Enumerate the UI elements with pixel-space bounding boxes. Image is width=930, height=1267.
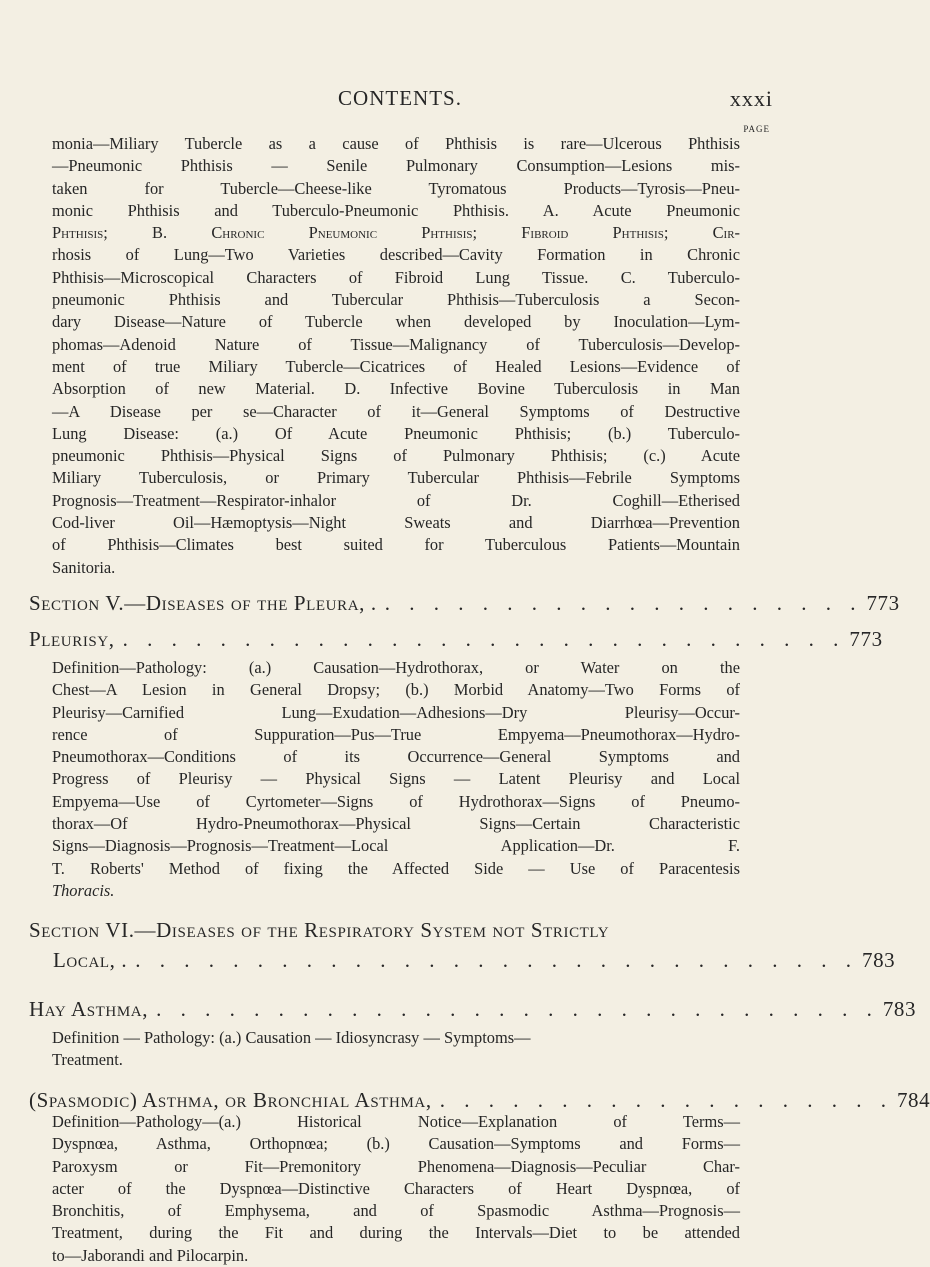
text-line: monic Phthisis and Tuberculo-Pneumonic Phthisis. A. Acute Pneumonic bbox=[52, 200, 740, 220]
toc-entry-hay-asthma[interactable] bbox=[29, 994, 917, 1024]
text-line: Signs—Diagnosis—Prognosis—Treatment—Local Application—Dr. F. bbox=[52, 836, 740, 856]
phthisis-continuation-paragraph bbox=[52, 133, 740, 579]
dot-leader: . . . . . . . . . . . . . . . . . . . bbox=[439, 1088, 893, 1112]
page-number: xxxi bbox=[729, 86, 773, 111]
text-line: Thoracis. bbox=[52, 880, 115, 900]
text-line: pneumonic Phthisis and Tubercular Phthisis—Tuberculosis a Secon- bbox=[52, 290, 740, 310]
text-line: Paroxysm or Fit—Premonitory Phenomena—Diagnosis—Peculiar Char- bbox=[52, 1156, 740, 1176]
text-line: T. Roberts' Method of fixing the Affected Side — Use of Paracentesis bbox=[52, 858, 740, 878]
page-header bbox=[0, 86, 800, 116]
text-line: Sanitoria. bbox=[52, 557, 116, 577]
text-line: Empyema—Use of Cyrtometer—Signs of Hydrothorax—Signs of Pneumo- bbox=[52, 791, 740, 811]
text-line: Miliary Tuberculosis, or Primary Tubercular Phthisis—Febrile Symptoms bbox=[52, 468, 740, 488]
toc-entry-pleurisy[interactable] bbox=[29, 624, 883, 654]
toc-entry-section-vi[interactable] bbox=[29, 915, 896, 975]
text-line: rhosis of Lung—Two Varieties described—Cavity Formation in Chronic bbox=[52, 245, 740, 265]
text-line: Lung Disease: (a.) Of Acute Pneumonic Phthisis; (b.) Tuberculo- bbox=[52, 423, 740, 443]
text-line: Definition—Pathology—(a.) Historical Notice—Explanation of Terms— bbox=[52, 1112, 740, 1131]
text-line: Pneumothorax—Conditions of its Occurrence—General Symptoms and bbox=[52, 747, 740, 767]
text-line: Prognosis—Treatment—Respirator-inhalor of Dr. Coghill—Etherised bbox=[52, 490, 740, 510]
text-line: dary Disease—Nature of Tubercle when developed by Inoculation—Lym- bbox=[52, 312, 740, 332]
text-line: Chest—A Lesion in General Dropsy; (b.) Morbid Anatomy—Two Forms of bbox=[52, 680, 740, 700]
dot-leader: . . . . . . . . . . . . . . . . . . . . . . . . . . . . . . bbox=[122, 627, 846, 651]
text-line: Treatment. bbox=[52, 1050, 123, 1070]
text-line: Dyspnœa, Asthma, Orthopnœa; (b.) Causation—Symptoms and Forms— bbox=[52, 1134, 740, 1154]
text-line: Cod-liver Oil—Hæmoptysis—Night Sweats and Diarrhœa—Prevention bbox=[52, 513, 740, 533]
toc-page-number: 773 bbox=[866, 591, 900, 615]
dot-leader: . . . . . . . . . . . . . . . . . . . . bbox=[384, 591, 863, 615]
text-line: acter of the Dyspnœa—Distinctive Characters of Heart Dyspnœa, of bbox=[52, 1178, 740, 1198]
text-line: Phthisis—Microscopical Characters of Fibroid Lung Tissue. C. Tuberculo- bbox=[52, 267, 740, 287]
text-line: Bronchitis, of Emphysema, and of Spasmodic Asthma—Prognosis— bbox=[52, 1201, 740, 1221]
text-line: to—Jaborandi and Pilocarpin. bbox=[52, 1245, 249, 1265]
text-line: Treatment, during the Fit and during the Intervals—Diet to be attended bbox=[52, 1223, 740, 1243]
hay-asthma-paragraph bbox=[52, 1027, 740, 1072]
running-title: CONTENTS. bbox=[338, 86, 462, 110]
text-line: of Phthisis—Climates best suited for Tuberculous Patients—Mountain bbox=[52, 535, 740, 555]
toc-page-number: 783 bbox=[882, 997, 917, 1021]
text-line: Phthisis; B. Chronic Pneumonic Phthisis; Fibroid Phthisis; Cir- bbox=[52, 223, 740, 243]
text-line: Progress of Pleurisy — Physical Signs — Latent Pleurisy and Local bbox=[52, 769, 740, 789]
pleurisy-paragraph bbox=[52, 657, 740, 902]
toc-entry-title-continued: Local, . bbox=[53, 948, 128, 972]
toc-entry-section-v[interactable] bbox=[29, 588, 900, 618]
text-line: Pleurisy—Carnified Lung—Exudation—Adhesions—Dry Pleurisy—Occur- bbox=[52, 702, 740, 722]
text-line: thorax—Of Hydro-Pneumothorax—Physical Signs—Certain Characteristic bbox=[52, 814, 740, 834]
text-line: Definition—Pathology: (a.) Causation—Hydrothorax, or Water on the bbox=[52, 658, 740, 677]
dot-leader: . . . . . . . . . . . . . . . . . . . . . . . . . . . . . . bbox=[135, 948, 858, 972]
toc-page-number: 783 bbox=[861, 948, 896, 972]
toc-page-number: 784 bbox=[896, 1088, 930, 1112]
toc-entry-title: Section V.—Diseases of the Pleura, . bbox=[29, 591, 377, 615]
text-line: Absorption of new Material. D. Infective Bovine Tuberculosis in Man bbox=[52, 379, 740, 399]
text-line: ment of true Miliary Tubercle—Cicatrices of Healed Lesions—Evidence of bbox=[52, 356, 740, 376]
text-line: pneumonic Phthisis—Physical Signs of Pulmonary Phthisis; (c.) Acute bbox=[52, 446, 740, 466]
toc-page-number: 773 bbox=[849, 627, 883, 651]
toc-entry-title: Hay Asthma, bbox=[29, 997, 149, 1021]
text-line: rence of Suppuration—Pus—True Empyema—Pneumothorax—Hydro- bbox=[52, 724, 740, 744]
text-line: phomas—Adenoid Nature of Tissue—Malignancy of Tuberculosis—Develop- bbox=[52, 334, 740, 354]
dot-leader: . . . . . . . . . . . . . . . . . . . . . . . . . . . . . . bbox=[156, 997, 879, 1021]
bronchial-asthma-paragraph bbox=[52, 1111, 740, 1267]
toc-entry-title: Section VI.—Diseases of the Respiratory System not Strictly bbox=[29, 918, 610, 942]
text-line: Definition — Pathology: (a.) Causation — Idiosyncrasy — Symptoms— bbox=[52, 1028, 531, 1047]
text-line: —A Disease per se—Character of it—General Symptoms of Destructive bbox=[52, 401, 740, 421]
text-line: monia—Miliary Tubercle as a cause of Phthisis is rare—Ulcerous Phthisis bbox=[52, 134, 740, 153]
page-column-label: PAGE bbox=[743, 124, 770, 134]
text-line: —Pneumonic Phthisis — Senile Pulmonary Consumption—Lesions mis- bbox=[52, 156, 740, 176]
toc-entry-title: (Spasmodic) Asthma, or Bronchial Asthma, bbox=[29, 1088, 432, 1112]
toc-entry-title: Pleurisy, bbox=[29, 627, 115, 651]
text-line: taken for Tubercle—Cheese-like Tyromatous Products—Tyrosis—Pneu- bbox=[52, 178, 740, 198]
